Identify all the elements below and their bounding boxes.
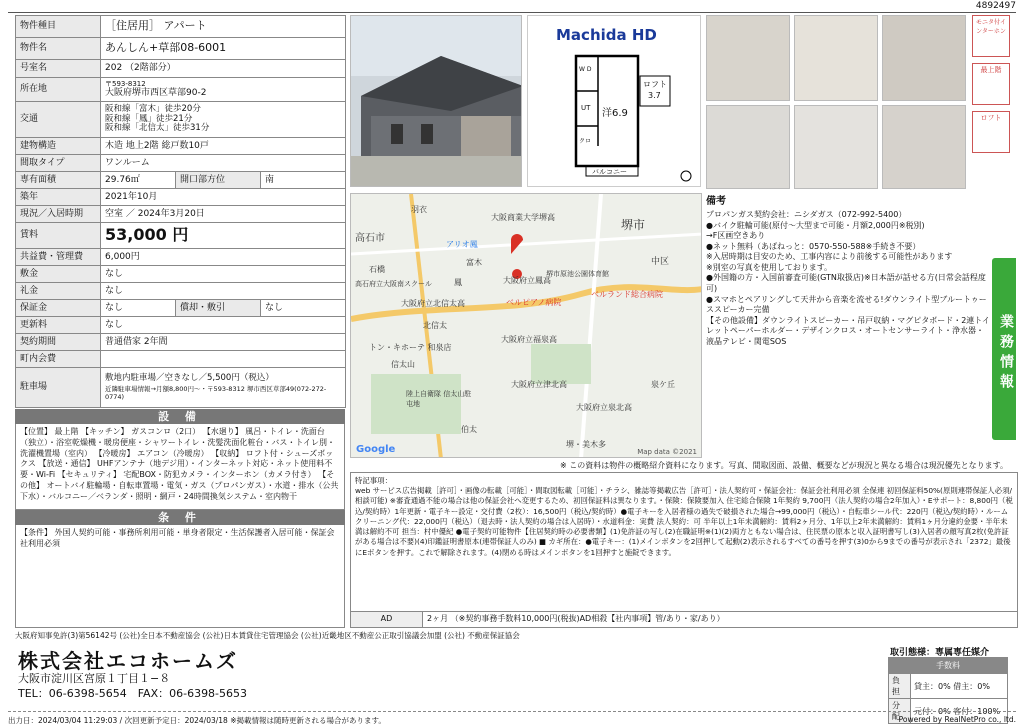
document-id: 4892497 <box>975 1 1016 11</box>
remarks-title: 備考 <box>706 196 726 207</box>
map-label: 北信太 <box>423 321 447 330</box>
top-floor-icon-label: 最上階 <box>980 66 1002 74</box>
map-label: ベルピアノ病院 <box>506 298 562 307</box>
label-status: 現況／入居時期 <box>16 206 101 223</box>
deal-title: 取引態様：専属専任媒介 <box>890 648 990 658</box>
bath-photo <box>706 105 790 189</box>
transit-line: 阪和線「北信太」徒歩31分 <box>105 123 210 134</box>
map-label: 大阪商業大学堺高 <box>491 213 555 222</box>
map-label: 高石市 <box>355 233 385 244</box>
google-logo: Google <box>356 444 396 455</box>
value-deposit: なし <box>101 266 346 283</box>
value-guarantee: なし <box>101 300 176 317</box>
map-label: 大阪府立泉北高 <box>576 403 632 412</box>
map-credit: Map data ©2021 <box>637 448 697 456</box>
licenses: 大阪府知事免許(3)第56142号 (公社)全日本不動産協会 (公社)日本賃貸住宅管理協会 (公社)近畿地区不動産公正取引協議会加盟 (公社) 不動産保証協会 <box>15 631 520 640</box>
loft-size: 3.7 <box>648 91 661 100</box>
floorplan <box>527 15 701 187</box>
label-room: 号室名 <box>16 60 101 78</box>
value-area: 29.76㎡ <box>101 172 176 189</box>
room-photo <box>794 15 878 101</box>
remark-line: ●バイク駐輪可能(原付〜大型まで可能・月額2,000円※税別) <box>706 220 925 230</box>
remark-line: プロパンガス契約会社：ニシダガス（072-992-5400） <box>706 210 907 220</box>
value-structure: 木造 地上2階 総戸数10戸 <box>101 138 346 155</box>
wd-label: W D <box>579 66 592 73</box>
value-key-money: なし <box>101 283 346 300</box>
remark-line: →F区画空きあり <box>706 231 766 241</box>
ut-label: UT <box>581 104 591 112</box>
closet-label: クロ <box>579 138 592 145</box>
loft-icon-label: ロフト <box>980 114 1002 122</box>
label-fee: 共益費・管理費 <box>16 249 101 266</box>
map-label: 石橋 <box>369 265 385 274</box>
loft-label: ロフト <box>643 80 667 89</box>
remark-line: ●スマホとペアリングして天井から音楽を流せる!ダウンライト型ブルートゥーススピーカー完備 <box>706 294 987 315</box>
ad-value: 2ヶ月 （※契約事務手数料10,000円(税抜)AD相殺【社内事項】管/あり・家/あり） <box>427 614 725 623</box>
label-contract: 契約期間 <box>16 334 101 351</box>
parking-main: 敷地内駐車場／空きなし／5,500円（税込） <box>105 372 274 383</box>
label-key-money: 礼金 <box>16 283 101 300</box>
toilet-photo <box>794 105 878 189</box>
footer-divider <box>8 711 1016 712</box>
fee-row-label: 負担 <box>889 674 911 699</box>
footer-powered: Powered by RealNetPro co., ltd. <box>898 715 1016 724</box>
map-label: 鳳 <box>454 278 462 287</box>
label-orientation: 開口部方位 <box>176 172 261 189</box>
conditions-title: 条 件 <box>15 510 345 525</box>
label-amortization: 償却・敷引 <box>176 300 261 317</box>
label-renewal: 更新料 <box>16 317 101 334</box>
postal-code: 〒593-8312 <box>105 80 146 89</box>
fee-head: 手数料 <box>889 658 1008 674</box>
label-type: 物件種目 <box>16 16 101 38</box>
ad-label: AD <box>351 612 423 627</box>
map-label: 泉ケ丘 <box>651 380 675 389</box>
label-layout: 間取タイプ <box>16 155 101 172</box>
value-association <box>101 351 346 368</box>
building-photo <box>350 15 522 187</box>
fee-row-label: 分配 <box>889 699 911 724</box>
special-notes <box>350 472 1018 612</box>
map-label: アリオ鳳 <box>446 240 478 249</box>
map-label: 大阪府立福泉高 <box>501 335 557 344</box>
map-label: トン・キホーテ 和泉店 <box>369 343 452 352</box>
remark-line: ●外国籍の方・入国前審査可能(GTN取扱店)※日本語が話せる方(日常会話程度可) <box>706 273 986 294</box>
company-address: 大阪市淀川区宮原１丁目１−８ <box>18 672 171 685</box>
map-label: 羽衣 <box>411 205 427 214</box>
map-label: 大阪府立鳳高 <box>503 276 551 285</box>
special-notes-title: 特記事項： <box>355 476 392 485</box>
remarks-panel <box>706 195 990 347</box>
company-name: 株式会社エコホームズ <box>18 649 238 673</box>
value-status: 空室 ／ 2024年3月20日 <box>101 206 346 223</box>
room-photo <box>706 15 790 101</box>
map-label: ベルランド総合病院 <box>591 290 663 299</box>
value-fee: 6,000円 <box>101 249 346 266</box>
intercom-icon-label: モニタ付インターホン <box>975 19 1006 35</box>
value-built: 2021年10月 <box>101 189 346 206</box>
label-parking: 駐車場 <box>16 368 101 408</box>
transit-line: 阪和線「鳳」徒歩21分 <box>105 113 193 124</box>
value-address <box>101 78 346 102</box>
map-label: 堺市原池公園体育館 <box>546 270 609 278</box>
label-guarantee: 保証金 <box>16 300 101 317</box>
remark-line: 【その他設備】ダウンライトスピーカー・吊戸収納・マグピタボード・2連トイレットペーパーホルダー・デザインクロス・オートセンサーライト・浄水器・液晶テレビ・関電SOS <box>706 315 990 346</box>
remark-line: ●ネット無料（あばねっと：0570-550-588※手続き不要） <box>706 241 921 251</box>
map-label: 伯太 <box>461 425 477 434</box>
map-label: 大阪府立北信太高 <box>401 299 465 308</box>
value-transit <box>101 102 346 138</box>
label-association: 町内会費 <box>16 351 101 368</box>
label-rent: 賃料 <box>16 223 101 249</box>
disclaimer: ※ この資料は物件の概略紹介資料になります。写真、間取図面、設備、概要などが現況と異なる場合は現況優先となります。 <box>560 461 1008 470</box>
room-label: 洋6.9 <box>602 108 628 119</box>
remark-line: ※別室の写真を使用しております。 <box>706 262 833 272</box>
special-notes-text: web サービス広告掲載［許可］・画像の転載［可能］・間取図転載［可能］・チラシ、雑誌等掲載広告［許可］・法人契約可・保証会社：保証会社利用必須 全保連 初回保証料50%(原則連帯保証人必須/相談可能) ※審査通過不能の場合は他の保証会社へ変更するため、初回保証料は異なります。・保険：保険要加入 住宅総合保険 1年契約 9,700円（法人契約の場合2年加入）・Eサポート：8,800円（税込/契約時）1年更新・電子キー設定・交付費（2枚）：16,500円（税込/契約時）●電子キーを入居者様の過失で破損された場合→99,000円（税込）・自転車シール代：220円（税込/契約時）・ルームクリーニング代：22,000円（税込）（退去時・法人契約の場合は入居時）・水道料金：実費 法人契約：可 半年以上1年未満解約：賃料2ヶ月分、1年以上2年未満解約：賃料1ヶ月分違約金要・半年未満は解約不可 担当：村中優紀 ●電子契約可能物件【住居契約時の必要書類】(1)免許証の写し(2)在職証明※(1)(2)両方ともない場合は、住民票の原本と収入証明書写し(3)入居者の顔写真2枚(免許証がある場合は不要)(4)印鑑証明書原本(連帯保証人のみ) ■ カギ所在：●電子キー：(1)メインボタンを2回押して起動(2)表示されるすべての番号を押す(3)0から9までの番号が表示され「2372」最後にEボタンを押す。これで解除されます。(4)閉める時はメインボタンを1回押すと施錠できます。 <box>355 486 1013 557</box>
conditions-text: 【条件】 外国人契約可能・事務所利用可能・単身者限定・生活保護者入居可能・保証会社利用必須 <box>15 525 345 628</box>
map-label: 信太山 <box>391 360 415 369</box>
value-rent: 53,000 円 <box>101 223 346 249</box>
value-contract: 普通借家 2年間 <box>101 334 346 351</box>
building-illustration <box>351 16 522 187</box>
equipment-title: 設 備 <box>15 409 345 424</box>
label-name: 物件名 <box>16 38 101 60</box>
value-amortization: なし <box>261 300 346 317</box>
value-name: あんしん+草部08-6001 <box>101 38 346 60</box>
footer-date: 出力日：2024/03/04 11:29:03 / 次回更新予定日：2024/03/18 ※掲載情報は随時更新される場合があります。 <box>8 716 386 725</box>
floorplan-drawing <box>528 16 701 187</box>
map-label: 大阪府立津北高 <box>511 380 567 389</box>
company-tel: TEL：06-6398-5654 FAX：06-6398-5653 <box>18 687 248 700</box>
label-transit: 交通 <box>16 102 101 138</box>
washbasin-photo <box>882 105 966 189</box>
area-map <box>350 193 702 458</box>
map-label: 高石府立大阪南スクール <box>355 280 432 288</box>
fee-row-value: 貸主：0% 借主：0% <box>911 674 1008 699</box>
balcony-label: バルコニー <box>592 168 627 176</box>
label-structure: 建物構造 <box>16 138 101 155</box>
transit-line: 阪和線「富木」徒歩20分 <box>105 103 201 114</box>
value-layout: ワンルーム <box>101 155 346 172</box>
map-label: 堺市 <box>621 218 646 232</box>
intercom-icon <box>972 15 1010 57</box>
label-area: 専有面積 <box>16 172 101 189</box>
fee-row-value: 元付：0% 客付：100% <box>911 699 1008 724</box>
equipment-text: 【位置】 最上階 【キッチン】 ガスコンロ（2口） 【水廻り】 風呂・トイレ・洗面台（独立）・浴室乾燥機・暖房便座・シャワートイレ・洗髪洗面化粧台・バス・トイレ別・洗濯機置場（室内） 【冷暖房】 エアコン（冷暖房） 【収納】 ロフト付・シューズボックス 【放送・通信】 UHFアンテナ（地デジ用）・インターネット対応・ネット使用料不要・Wi-Fi 【セキュリティ】 宅配BOX・防犯カメラ・インターホン（カメラ付き） 【その他】 オートバイ駐輪場・自転車置場・電気・ガス（プロパンガス）・水道・排水（公共下水）・バルコニー／ベランダ・照明・網戸・24時間換気システム・室内物干 <box>15 424 345 510</box>
map-label: 富木 <box>466 258 482 267</box>
label-deposit: 敷金 <box>16 266 101 283</box>
value-renewal: なし <box>101 317 346 334</box>
map-label: 陸上自衛隊 信太山駐屯地 <box>406 390 472 408</box>
map-drawing <box>351 194 702 458</box>
brand-logo: Machida HD <box>556 26 657 44</box>
room-photo <box>882 15 966 101</box>
ad-row <box>350 612 1018 628</box>
label-built: 築年 <box>16 189 101 206</box>
loft-icon <box>972 111 1010 153</box>
value-orientation: 南 <box>261 172 346 189</box>
fee-table <box>888 657 1008 724</box>
value-type: ［住居用］ アパート <box>101 16 346 38</box>
top-divider <box>8 12 1016 13</box>
parking-nearby: 近隣駐車場情報→月額8,800円〜・〒593-8312 堺市西区草部49(072-272-0774) <box>105 385 327 401</box>
side-tab: 業務情報 <box>992 258 1016 440</box>
address-text: 大阪府堺市西区草部90-2 <box>105 88 207 99</box>
top-floor-icon <box>972 63 1010 105</box>
map-label: 中区 <box>651 257 670 267</box>
label-address: 所在地 <box>16 78 101 102</box>
remark-line: ※入居時期は目安のため、工事内容により前後する可能性があります <box>706 252 953 262</box>
value-parking <box>101 368 346 408</box>
value-room: 202 （2階部分） <box>101 60 346 78</box>
property-table <box>15 15 346 408</box>
map-label: 堺・美木多 <box>566 440 606 449</box>
